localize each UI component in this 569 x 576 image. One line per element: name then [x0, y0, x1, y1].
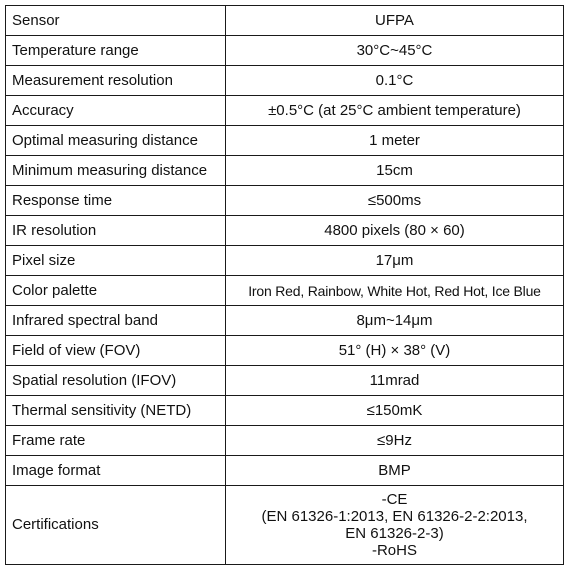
- spec-value: 15cm: [226, 156, 564, 186]
- spec-label: Color palette: [6, 276, 226, 306]
- spec-label: Sensor: [6, 6, 226, 36]
- spec-label: Certifications: [6, 486, 226, 565]
- spec-row-frame-rate: [6, 426, 564, 456]
- spec-value: ≤150mK: [226, 396, 564, 426]
- spec-value: UFPA: [226, 6, 564, 36]
- spec-value: 11mrad: [226, 366, 564, 396]
- spec-row-field-of-view: [6, 336, 564, 366]
- spec-value: 30°C~45°C: [226, 36, 564, 66]
- spec-label: Spatial resolution (IFOV): [6, 366, 226, 396]
- spec-value: 8μm~14μm: [226, 306, 564, 336]
- spec-row-ir-resolution: [6, 216, 564, 246]
- spec-row-measurement-resolution: [6, 66, 564, 96]
- spec-label: Measurement resolution: [6, 66, 226, 96]
- spec-label: Response time: [6, 186, 226, 216]
- spec-label: Field of view (FOV): [6, 336, 226, 366]
- certification-line: EN 61326-2-3): [345, 525, 444, 542]
- spec-row-spectral-band: [6, 306, 564, 336]
- certification-line: -CE: [381, 491, 408, 508]
- spec-label: IR resolution: [6, 216, 226, 246]
- spec-row-thermal-sensitivity: [6, 396, 564, 426]
- certification-line: -RoHS: [371, 542, 417, 559]
- spec-row-pixel-size: [6, 246, 564, 276]
- spec-value: ±0.5°C (at 25°C ambient temperature): [226, 96, 564, 126]
- spec-value: 51° (H) × 38° (V): [226, 336, 564, 366]
- spec-label: Temperature range: [6, 36, 226, 66]
- certification-line: (EN 61326-1:2013, EN 61326-2-2:2013,: [261, 508, 528, 525]
- spec-value: Iron Red, Rainbow, White Hot, Red Hot, Ice Blue: [226, 276, 564, 306]
- spec-row-certifications: [6, 486, 564, 565]
- spec-row-sensor: [6, 6, 564, 36]
- spec-label: Minimum measuring distance: [6, 156, 226, 186]
- spec-label: Accuracy: [6, 96, 226, 126]
- spec-value: ≤9Hz: [226, 426, 564, 456]
- spec-label: Frame rate: [6, 426, 226, 456]
- spec-row-image-format: [6, 456, 564, 486]
- spec-label: Pixel size: [6, 246, 226, 276]
- spec-value: BMP: [226, 456, 564, 486]
- spec-label: Infrared spectral band: [6, 306, 226, 336]
- spec-row-optimal-distance: [6, 126, 564, 156]
- spec-value: 17μm: [226, 246, 564, 276]
- spec-value: 1 meter: [226, 126, 564, 156]
- spec-row-response-time: [6, 186, 564, 216]
- spec-label: Image format: [6, 456, 226, 486]
- spec-value: ≤500ms: [226, 186, 564, 216]
- spec-label: Thermal sensitivity (NETD): [6, 396, 226, 426]
- spec-row-color-palette: [6, 276, 564, 306]
- spec-row-temperature-range: [6, 36, 564, 66]
- spec-row-accuracy: [6, 96, 564, 126]
- certifications-value: [226, 486, 564, 565]
- spec-value: 0.1°C: [226, 66, 564, 96]
- spec-row-spatial-resolution: [6, 366, 564, 396]
- spec-row-minimum-distance: [6, 156, 564, 186]
- spec-label: Optimal measuring distance: [6, 126, 226, 156]
- spec-value: 4800 pixels (80 × 60): [226, 216, 564, 246]
- specifications-table: [5, 5, 564, 565]
